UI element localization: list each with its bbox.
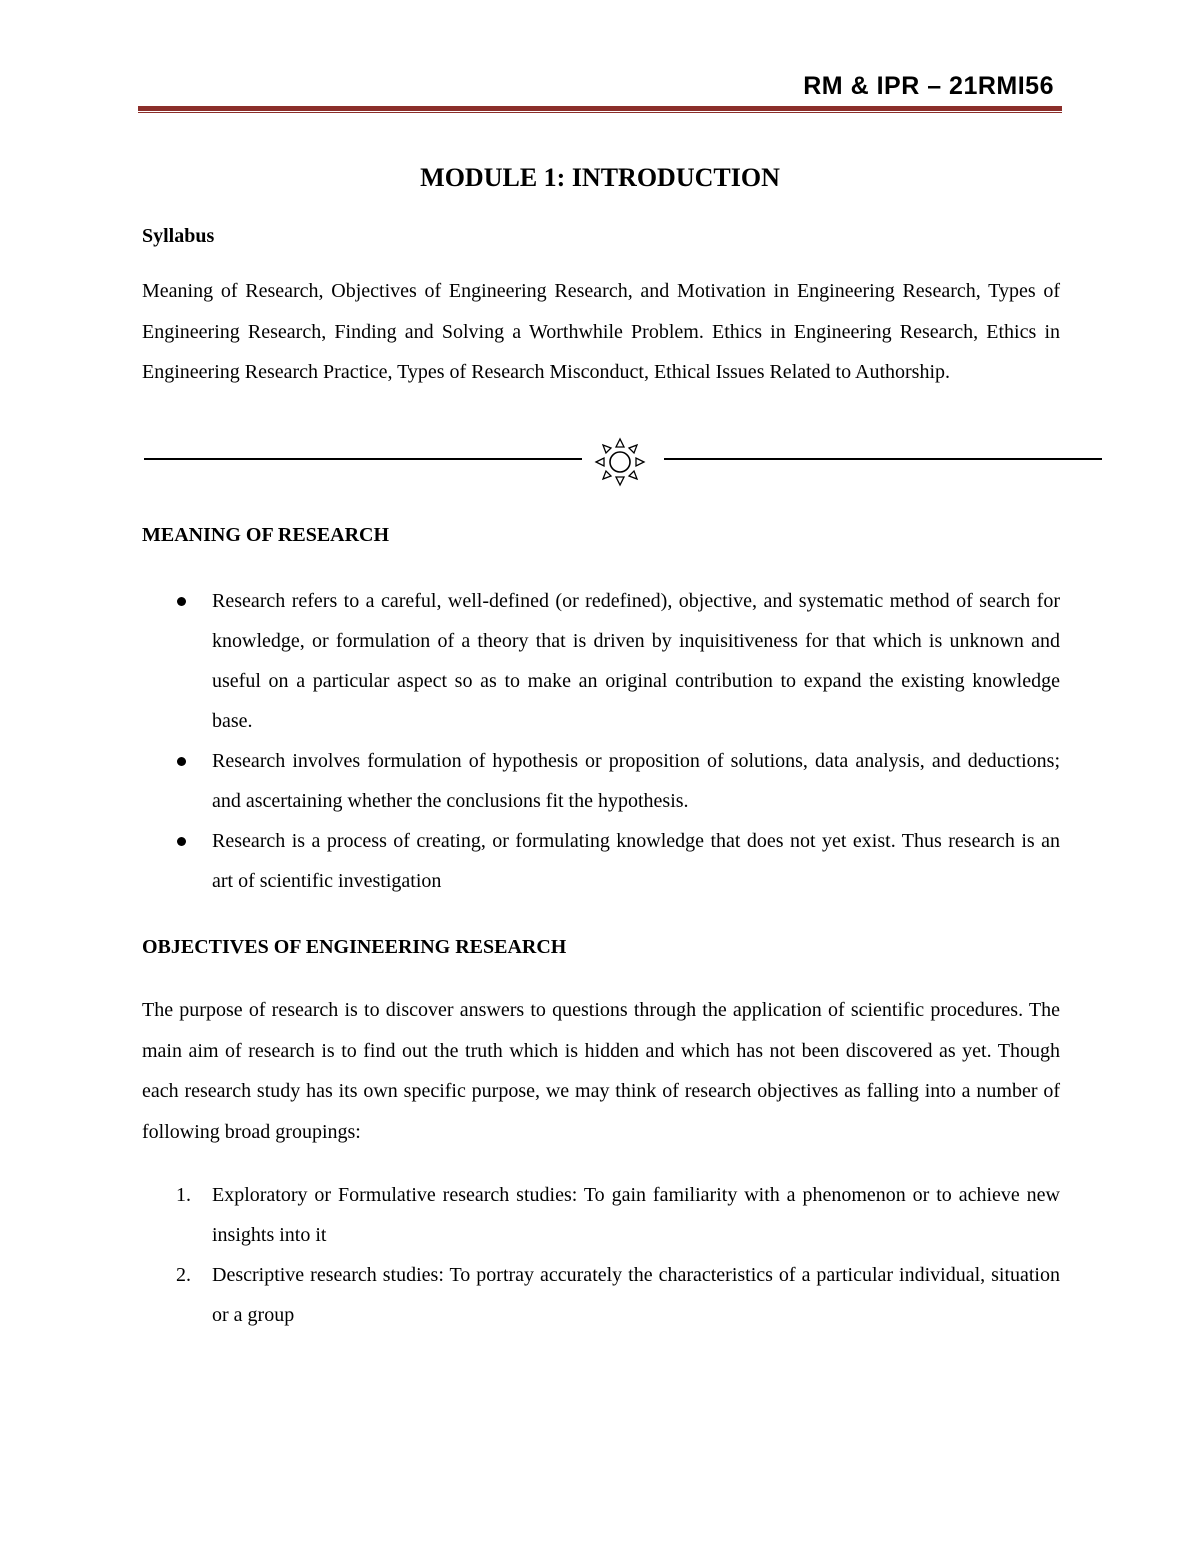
bullet-dot-icon	[177, 757, 186, 766]
divider-line-right	[664, 458, 1102, 460]
item-text: Exploratory or Formulative research studies: To gain familiarity with a phenomenon or to achieve new insights into it	[212, 1184, 1060, 1246]
list-item	[142, 1175, 1060, 1255]
list-item	[142, 581, 1060, 741]
divider-line-left	[144, 458, 582, 460]
sun-ornament-icon	[592, 436, 648, 488]
bullet-text: Research refers to a careful, well-defined (or redefined), objective, and systematic method of search for knowledge, or formulation of a theory that is driven by inquisitiveness for that which is unknown and useful on a particular aspect so as to make an original contribution to expand the existing knowledge base.	[212, 590, 1060, 732]
objectives-heading: OBJECTIVES OF ENGINEERING RESEARCH	[142, 936, 567, 958]
list-item	[142, 821, 1060, 901]
bullet-dot-icon	[177, 597, 186, 606]
list-item	[142, 1255, 1060, 1335]
header-rule-thin	[138, 112, 1062, 113]
meaning-bullet-list	[142, 581, 1060, 901]
header-course-code: RM & IPR – 21RMI56	[803, 72, 1054, 100]
meaning-heading: MEANING OF RESEARCH	[142, 524, 390, 546]
bullet-text: Research involves formulation of hypothesis or proposition of solutions, data analysis, and deductions; and ascertaining whether the conclusions fit the hypothesis.	[212, 750, 1060, 812]
header-rule	[138, 106, 1062, 111]
section-divider	[144, 436, 1102, 488]
item-number: 1.	[176, 1184, 191, 1206]
list-item	[142, 741, 1060, 821]
item-text: Descriptive research studies: To portray accurately the characteristics of a particular individual, situation or a group	[212, 1264, 1060, 1326]
objectives-numbered-list	[142, 1175, 1060, 1335]
item-number: 2.	[176, 1264, 191, 1286]
bullet-text: Research is a process of creating, or formulating knowledge that does not yet exist. Thus research is an art of scientific investigation	[212, 830, 1060, 892]
objectives-intro: The purpose of research is to discover answers to questions through the application of scientific procedures. The main aim of research is to find out the truth which is hidden and which has not been discovered as yet. Though each research study has its own specific purpose, we may think of research objectives as falling into a number of following broad groupings:	[142, 999, 1060, 1143]
syllabus-text: Meaning of Research, Objectives of Engineering Research, and Motivation in Engineering Research, Types of Engineering Research, Finding and Solving a Worthwhile Problem. Ethics in Engineering Research, Ethics in Engineering Research Practice, Types of Research Misconduct, Ethical Issues Related to Authorship.	[142, 280, 1060, 383]
module-title: MODULE 1: INTRODUCTION	[420, 163, 780, 192]
bullet-dot-icon	[177, 837, 186, 846]
syllabus-label: Syllabus	[142, 225, 215, 247]
